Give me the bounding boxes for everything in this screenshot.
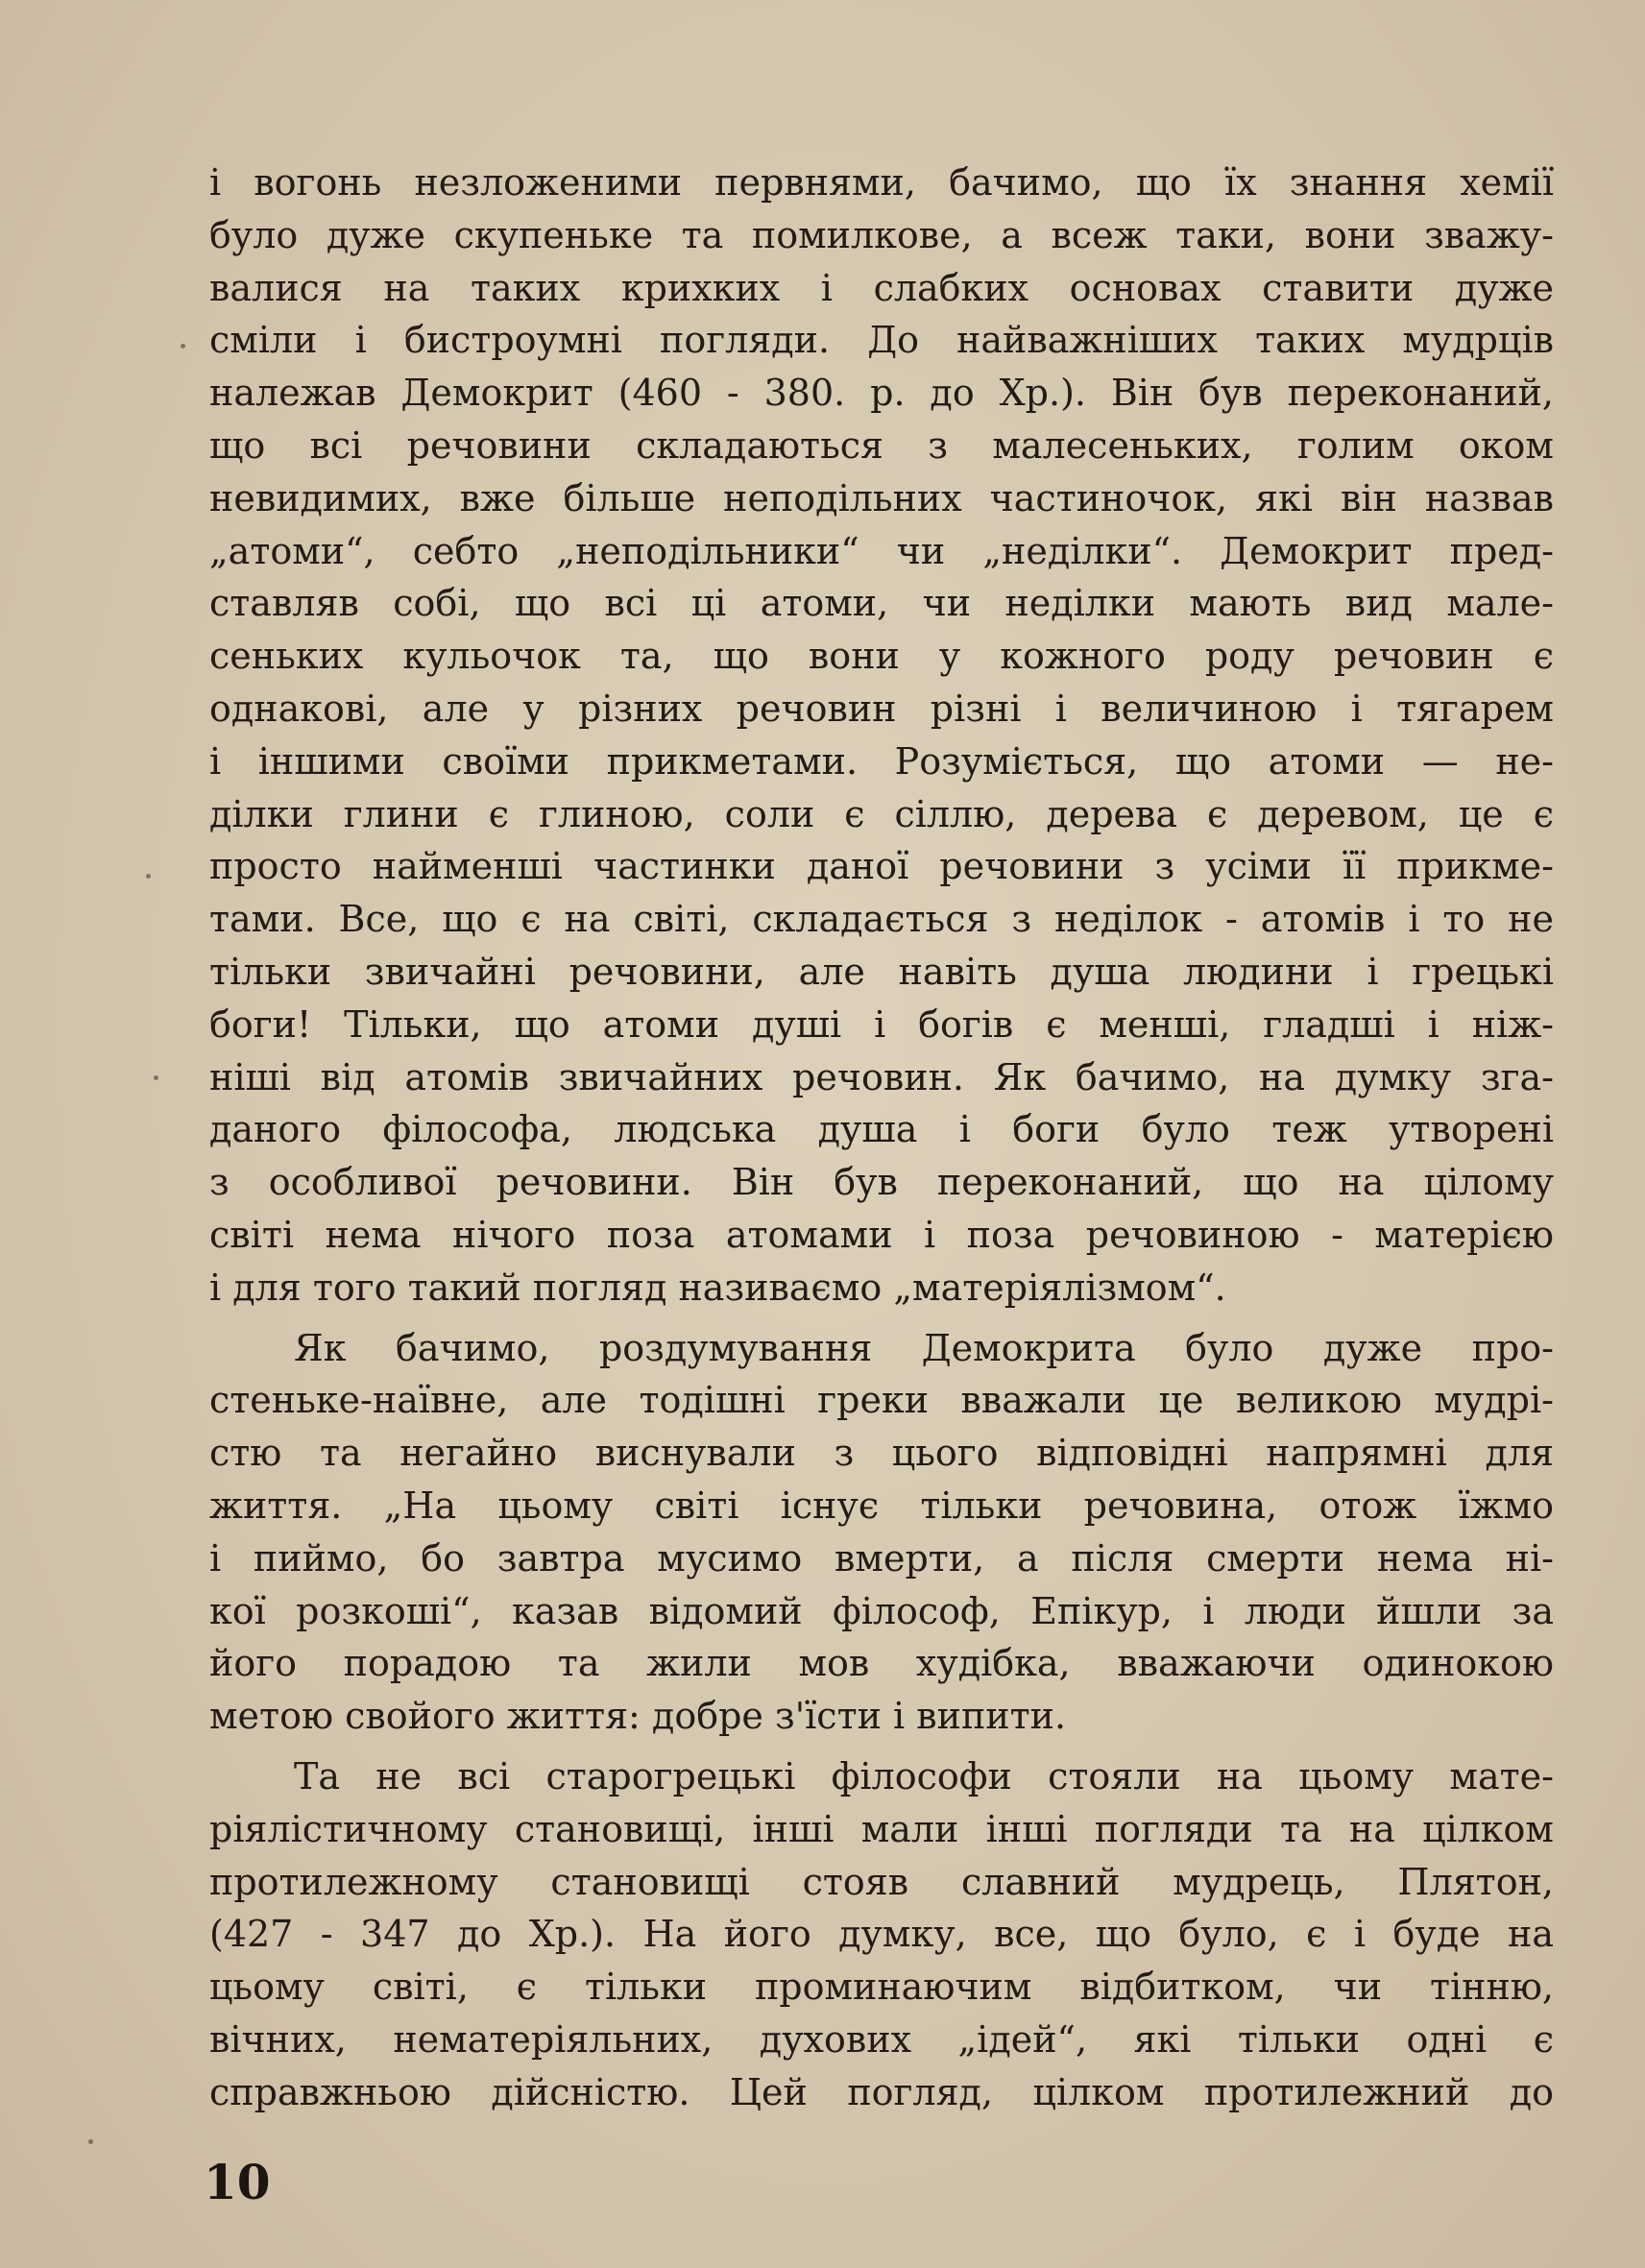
text-line: його порадою та жили мов худібка, вважаючи одинокою (209, 1642, 1554, 1685)
text-line: ділки глини є глиною, соли є сіллю, дерева є деревом, це є (209, 792, 1554, 835)
paper-speck (88, 2139, 93, 2144)
text-line: світі нема нічого поза атомами і поза речовиною - матерією (209, 1213, 1554, 1256)
paragraph-gap (209, 1743, 1554, 1750)
text-line: даного філософа, людська душа і боги було теж утворені (209, 1108, 1554, 1151)
text-line: і вогонь незложеними первнями, бачимо, що їх знання хемії (209, 161, 1554, 204)
text-line: „атоми“, себто „неподільники“ чи „неділки“. Демокрит пред- (209, 529, 1554, 572)
text-line: (427 - 347 до Хр.). На його думку, все, що було, є і буде на (209, 1913, 1554, 1956)
paper-speck (154, 1075, 158, 1080)
paragraph (209, 1322, 1554, 1743)
text-line: що всі речовини складаються з малесеньких, голим оком (209, 423, 1554, 467)
page-number: 10 (204, 2154, 271, 2210)
text-line: цьому світі, є тільки проминаючим відбитком, чи тінню, (209, 1966, 1554, 2009)
text-line: однакові, але у різних речовин різні і величиною і тягарем (209, 687, 1554, 730)
text-line: ставляв собі, що всі ці атоми, чи неділки мають вид мале- (209, 582, 1554, 625)
text-line: Як бачимо, роздумування Демокрита було дуже про- (294, 1326, 1554, 1369)
text-line: протилежному становищі стояв славний мудрець, Плятон, (209, 1860, 1554, 1903)
text-line: і пиймо, бо завтра мусимо вмерти, а після смерти нема ні- (209, 1536, 1554, 1580)
body-text (209, 157, 1554, 2118)
text-line: і іншими своїми прикметами. Розуміється, що атоми — не- (209, 739, 1554, 783)
text-line: боги! Тільки, що атоми душі і богів є менші, гладші і ніж- (209, 1002, 1554, 1046)
text-line: кої розкоші“, казав відомий філософ, Епікур, і люди йшли за (209, 1589, 1554, 1632)
text-line: стеньке-наївне, але тодішні греки вважали це великою мудрі- (209, 1379, 1554, 1422)
text-line: ріялістичному становищі, інші мали інші погляди та на цілком (209, 1807, 1554, 1850)
paragraph (209, 157, 1554, 1315)
text-line: валися на таких крихких і слабких основах ставити дуже (209, 266, 1554, 309)
text-line: стю та негайно виснували з цього відповідні напрямні для (209, 1432, 1554, 1475)
text-line: справжньою дійсністю. Цей погляд, цілком протилежний до (209, 2070, 1554, 2113)
text-line: сеньких кульочок та, що вони у кожного роду речовин є (209, 635, 1554, 678)
text-line: життя. „На цьому світі існує тільки речовина, отож їжмо (209, 1484, 1554, 1527)
text-line: невидимих, вже більше неподільних частиночок, які він назвав (209, 476, 1554, 519)
paragraph (209, 1750, 1554, 2119)
text-line: з особливої речовини. Він був переконаний, що на цілому (209, 1161, 1554, 1204)
paragraph-gap (209, 1315, 1554, 1322)
text-line: належав Демокрит (460 - 380. р. до Хр.). Він був переконаний, (209, 372, 1554, 415)
text-line: ніші від атомів звичайних речовин. Як бачимо, на думку зга- (209, 1055, 1554, 1098)
text-line: Та не всі старогрецькі філософи стояли на цьому мате- (294, 1754, 1554, 1798)
paper-speck (146, 874, 151, 879)
text-line: тільки звичайні речовини, але навіть душа людини і грецькі (209, 950, 1554, 993)
text-line: сміли і бистроумні погляди. До найважніших таких мудрців (209, 319, 1554, 362)
paper-speck (181, 344, 185, 349)
text-line: метою свойого життя: добре з'їсти і випити. (209, 1695, 1067, 1738)
text-line: просто найменші частинки даної речовини з усіми її прикме- (209, 845, 1554, 888)
text-line: було дуже скупеньке та помилкове, а всеж таки, вони зважу- (209, 213, 1554, 256)
text-line: тами. Все, що є на світі, складається з неділок - атомів і то не (209, 898, 1554, 941)
text-line: і для того такий погляд називаємо „матеріялізмом“. (209, 1266, 1226, 1309)
text-line: вічних, нематеріяльних, духових „ідей“, які тільки одні є (209, 2017, 1554, 2061)
